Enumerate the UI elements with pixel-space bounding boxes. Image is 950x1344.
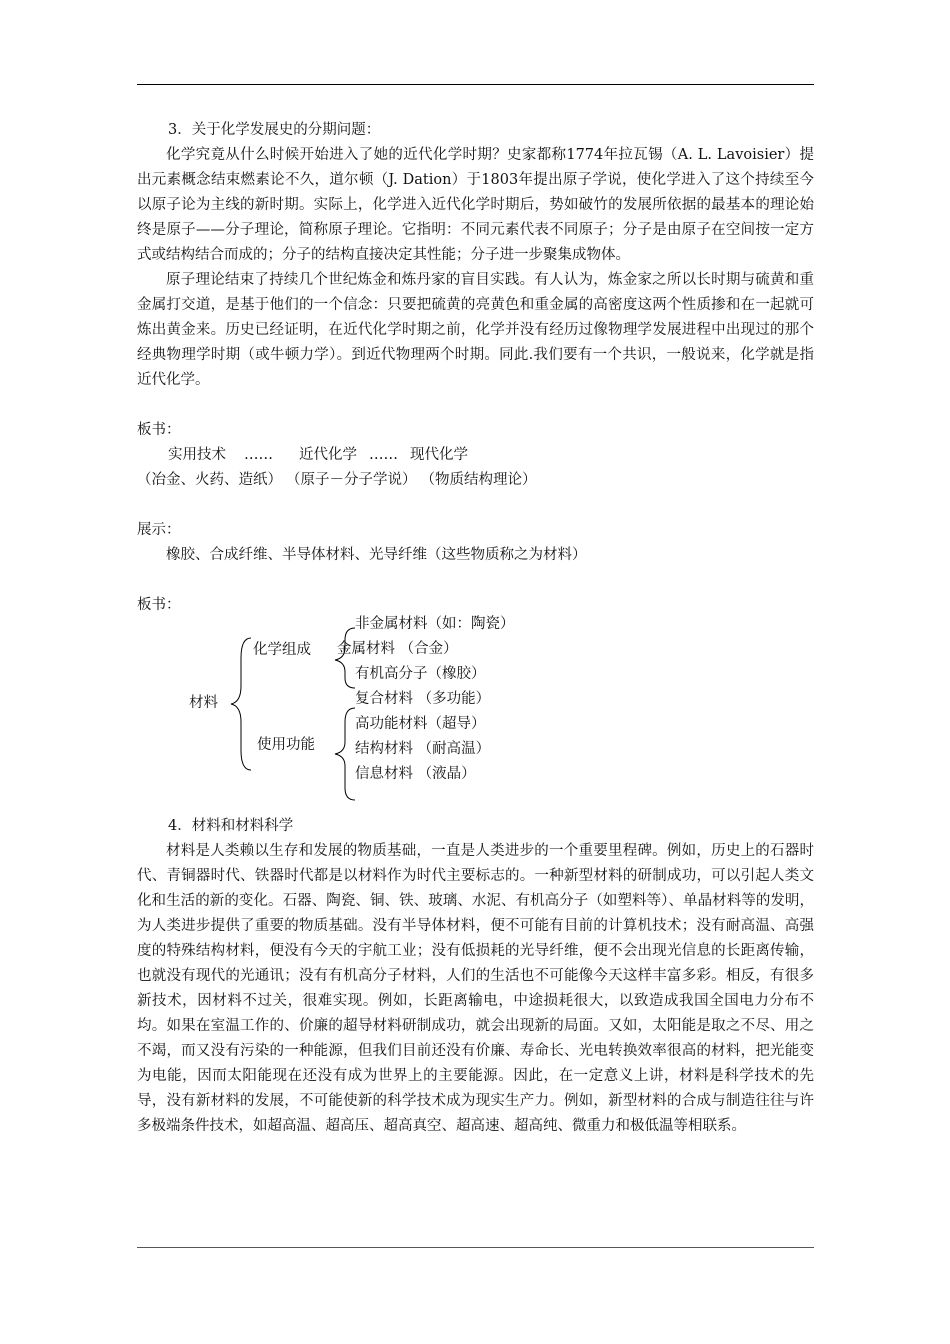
footer-rule bbox=[137, 1247, 814, 1248]
board-1-row-1 bbox=[137, 443, 814, 468]
materials-classification-tree bbox=[137, 618, 814, 814]
display-text: 橡胶、合成纤维、半导体材料、光导纤维（这些物质称之为材料） bbox=[166, 547, 587, 563]
board-1-note: （原子－分子学说） bbox=[286, 472, 417, 488]
tree-leaf: 金属材料 （合金） bbox=[337, 641, 458, 657]
display-label: 展示： bbox=[137, 522, 181, 538]
board-1-ellipsis: …… bbox=[244, 447, 273, 463]
header-rule bbox=[137, 84, 814, 85]
board-1-note: （物质结构理论） bbox=[420, 472, 537, 488]
section-4-paragraph: 材料是人类赖以生存和发展的物质基础，一直是人类进步的一个重要里程碑。例如，历史上的石器时代、青铜器时代、铁器时代都是以材料作为时代主要标志的。一种新型材料的研制成功，可以引起人类文化和生活的新的变化。石器、陶瓷、铜、铁、玻璃、水泥、有机高分子（如塑料等）、单晶材料等的发明，为人类进步提供了重要的物质基础。没有半导体材料，便不可能有目前的计算机技术；没有耐高温、高强度的特殊结构材料，便没有今天的宇航工业；没有低损耗的光导纤维，便不会出现光信息的长距离传输，也就没有现代的光通讯；没有有机高分子材料，人们的生活也不可能像今天这样丰富多彩。相反，有很多新技术，因材料不过关，很难实现。例如，长距离输电，中途损耗很大，以致造成我国全国电力分布不均。如果在室温工作的、价廉的超导材料研制成功，就会出现新的局面。又如，太阳能是取之不尽、用之不竭，而又没有污染的一种能源，但我们目前还没有价廉、寿命长、光电转换效率很高的材料，把光能变为电能，因而太阳能现在还没有成为世界上的主要能源。因此，在一定意义上讲，材料是科学技术的先导，没有新材料的发展，不可能使新的科学技术成为现实生产力。例如，新型材料的合成与制造往往与许多极端条件技术，如超高温、超高压、超高真空、超高速、超高纯、微重力和极低温等相联系。 bbox=[137, 843, 814, 1134]
board-1-item: 近代化学 bbox=[299, 447, 357, 463]
root-brace bbox=[231, 638, 251, 770]
document-body bbox=[137, 118, 814, 1139]
tree-leaf: 信息材料 （液晶） bbox=[355, 766, 476, 782]
section-3-paragraph-1: 化学究竟从什么时候开始进入了她的近代化学时期？史家都称1774年拉瓦锡（A. L. Lavoisier）提出元素概念结束燃素论不久，道尔顿（J. Dation）于1803年提出原子学说，使化学进入了这个持续至今以原子论为主线的新时期。实际上，化学进入近代化学时期后，势如破竹的发展所依据的最基本的理论始终是原子——分子理论，简称原子理论。它指明：不同元素代表不同原子；分子是由原子在空间按一定方式或结构结合而成的；分子的结构直接决定其性能；分子进一步聚集成物体。 bbox=[137, 147, 814, 263]
board-1-ellipsis: …… bbox=[369, 447, 398, 463]
board-2-label: 板书： bbox=[137, 597, 181, 613]
tree-leaf: 复合材料 （多功能） bbox=[355, 691, 491, 707]
section-3-heading: 3．关于化学发展史的分期问题： bbox=[168, 122, 381, 138]
tree-leaf: 结构材料 （耐高温） bbox=[355, 741, 491, 757]
tree-root-label: 材料 bbox=[189, 695, 218, 711]
board-1-row-2 bbox=[137, 468, 814, 493]
tree-group-label: 使用功能 bbox=[257, 737, 315, 753]
board-1-note: （冶金、火药、造纸） bbox=[137, 472, 282, 488]
function-brace bbox=[335, 708, 355, 800]
tree-leaf: 有机高分子（橡胶） bbox=[355, 666, 486, 682]
tree-leaf: 非金属材料（如：陶瓷） bbox=[355, 616, 515, 632]
board-1-item: 现代化学 bbox=[410, 447, 468, 463]
tree-group-label: 化学组成 bbox=[253, 642, 311, 658]
section-3-paragraph-2: 原子理论结束了持续几个世纪炼金和炼丹家的盲目实践。有人认为，炼金家之所以长时期与硫黄和重金属打交道，是基于他们的一个信念：只要把硫黄的亮黄色和重金属的高密度这两个性质掺和在一起就可炼出黄金来。历史已经证明，在近代化学时期之前，化学并没有经历过像物理学发展进程中出现过的那个经典物理学时期（或牛顿力学）。到近代物理两个时期。同此.我们要有一个共识，一般说来，化学就是指近代化学。 bbox=[137, 272, 814, 388]
board-1-label: 板书： bbox=[137, 422, 181, 438]
tree-leaf: 高功能材料（超导） bbox=[355, 716, 486, 732]
section-4-heading: 4．材料和材料科学 bbox=[168, 818, 294, 834]
board-1-item: 实用技术 bbox=[168, 447, 226, 463]
